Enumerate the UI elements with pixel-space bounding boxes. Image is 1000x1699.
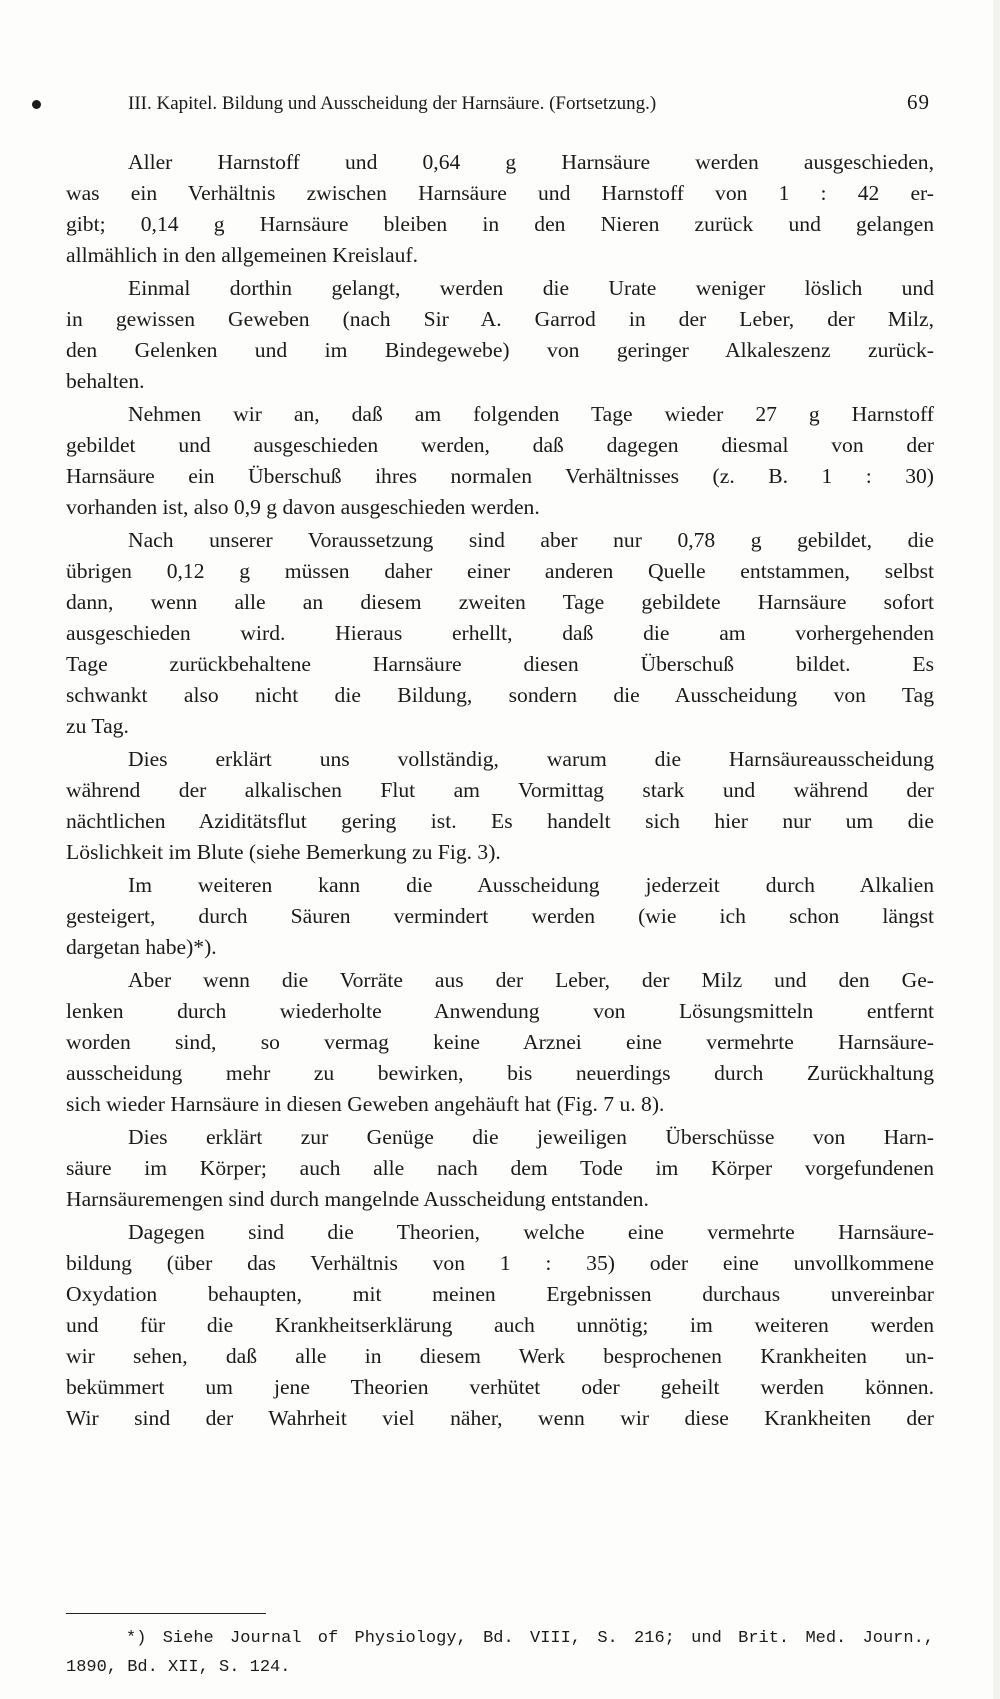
paragraph xyxy=(66,965,934,1120)
text-line: den Gelenken und im Bindegewebe) von geringer Alkaleszenz zurück- xyxy=(66,338,934,362)
text-line: Harnsäure ein Überschuß ihres normalen Verhältnisses (z. B. 1 : 30) xyxy=(66,464,934,488)
text-line: ausgeschieden wird. Hieraus erhellt, daß die am vorhergehenden xyxy=(66,621,934,645)
text-line: während der alkalischen Flut am Vormittag stark und während der xyxy=(66,778,934,802)
footnote-line: *) Siehe Journal of Physiology, Bd. VIII, S. 216; und Brit. Med. Journ., xyxy=(126,1629,934,1648)
text-line: Aber wenn die Vorräte aus der Leber, der Milz und den Ge- xyxy=(128,968,934,992)
paragraph xyxy=(66,147,934,271)
text-line: lenken durch wiederholte Anwendung von Lösungsmitteln entfernt xyxy=(66,999,934,1023)
text-line: übrigen 0,12 g müssen daher einer anderen Quelle entstammen, selbst xyxy=(66,559,934,583)
paragraph xyxy=(66,1217,934,1434)
text-line: dargetan habe)*). xyxy=(66,935,217,959)
text-line: Oxydation behaupten, mit meinen Ergebnissen durchaus unvereinbar xyxy=(66,1282,934,1306)
text-line: allmählich in den allgemeinen Kreislauf. xyxy=(66,243,418,267)
paragraph xyxy=(66,525,934,742)
text-line: Dies erklärt zur Genüge die jeweiligen Überschüsse von Harn- xyxy=(128,1125,934,1149)
text-line: sich wieder Harnsäure in diesen Geweben angehäuft hat (Fig. 7 u. 8). xyxy=(66,1092,665,1116)
paragraph xyxy=(66,273,934,397)
text-line: nächtlichen Aziditätsflut gering ist. Es handelt sich hier nur um die xyxy=(66,809,934,833)
footnote xyxy=(66,1624,934,1682)
text-line: vorhanden ist, also 0,9 g davon ausgeschieden werden. xyxy=(66,495,540,519)
text-line: Aller Harnstoff und 0,64 g Harnsäure werden ausgeschieden, xyxy=(128,150,934,174)
text-line: bekümmert um jene Theorien verhütet oder geheilt werden können. xyxy=(66,1375,934,1399)
text-line: gebildet und ausgeschieden werden, daß dagegen diesmal von der xyxy=(66,433,934,457)
text-line: Dies erklärt uns vollständig, warum die Harnsäureausscheidung xyxy=(128,747,934,771)
page-edge xyxy=(993,0,1000,1699)
page-number: 69 xyxy=(907,90,930,114)
text-line: Nach unserer Voraussetzung sind aber nur 0,78 g gebildet, die xyxy=(128,528,934,552)
text-line: bildung (über das Verhältnis von 1 : 35) oder eine unvollkommene xyxy=(66,1251,934,1275)
text-line: gesteigert, durch Säuren vermindert werden (wie ich schon längst xyxy=(66,904,934,928)
footnote-line: 1890, Bd. XII, S. 124. xyxy=(66,1658,291,1677)
text-line: Harnsäuremengen sind durch mangelnde Ausscheidung entstanden. xyxy=(66,1187,649,1211)
text-line: Einmal dorthin gelangt, werden die Urate weniger löslich und xyxy=(128,276,934,300)
text-line: Tage zurückbehaltene Harnsäure diesen Überschuß bildet. Es xyxy=(66,652,934,676)
paragraph xyxy=(66,1122,934,1215)
text-line: Im weiteren kann die Ausscheidung jederzeit durch Alkalien xyxy=(128,873,934,897)
text-line: dann, wenn alle an diesem zweiten Tage gebildete Harnsäure sofort xyxy=(66,590,934,614)
running-header xyxy=(128,89,930,117)
text-line: säure im Körper; auch alle nach dem Tode im Körper vorgefundenen xyxy=(66,1156,934,1180)
text-line: gibt; 0,14 g Harnsäure bleiben in den Nieren zurück und gelangen xyxy=(66,212,934,236)
text-line: wir sehen, daß alle in diesem Werk besprochenen Krankheiten un- xyxy=(66,1344,934,1368)
text-line: was ein Verhältnis zwischen Harnsäure und Harnstoff von 1 : 42 er- xyxy=(66,181,934,205)
chapter-title: III. Kapitel. Bildung und Ausscheidung der Harnsäure. (Fortsetzung.) xyxy=(128,93,657,114)
footnote-rule xyxy=(66,1613,266,1614)
text-line: Wir sind der Wahrheit viel näher, wenn wir diese Krankheiten der xyxy=(66,1406,934,1430)
text-line: ausscheidung mehr zu bewirken, bis neuerdings durch Zurückhaltung xyxy=(66,1061,934,1085)
text-line: und für die Krankheitserklärung auch unnötig; im weiteren werden xyxy=(66,1313,934,1337)
text-line: Nehmen wir an, daß am folgenden Tage wieder 27 g Harnstoff xyxy=(128,402,934,426)
paragraph xyxy=(66,744,934,868)
text-line: zu Tag. xyxy=(66,714,129,738)
text-line: schwankt also nicht die Bildung, sondern die Ausscheidung von Tag xyxy=(66,683,934,707)
text-line: worden sind, so vermag keine Arznei eine vermehrte Harnsäure- xyxy=(66,1030,934,1054)
body-text xyxy=(66,147,934,1434)
text-line: Dagegen sind die Theorien, welche eine vermehrte Harnsäure- xyxy=(128,1220,934,1244)
text-line: behalten. xyxy=(66,369,145,393)
text-line: in gewissen Geweben (nach Sir A. Garrod in der Leber, der Milz, xyxy=(66,307,934,331)
paragraph xyxy=(66,870,934,963)
margin-bullet-mark xyxy=(32,100,41,109)
text-line: Löslichkeit im Blute (siehe Bemerkung zu Fig. 3). xyxy=(66,840,501,864)
paragraph xyxy=(66,399,934,523)
